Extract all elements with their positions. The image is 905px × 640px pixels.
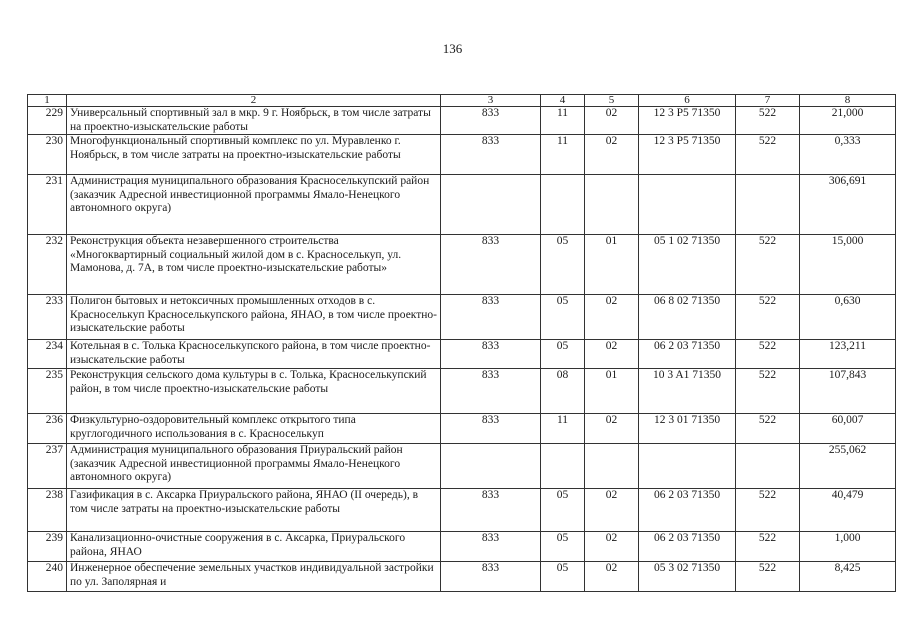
row-code-grbs: 833 xyxy=(441,489,541,532)
table-row xyxy=(28,340,896,369)
row-code-grbs: 833 xyxy=(441,532,541,562)
row-subsection: 01 xyxy=(585,369,639,414)
row-target-article xyxy=(639,175,736,235)
row-expense-type xyxy=(736,444,800,489)
row-number: 239 xyxy=(28,532,67,562)
row-code-grbs xyxy=(441,444,541,489)
row-amount: 0,630 xyxy=(800,295,896,340)
row-subsection: 02 xyxy=(585,340,639,369)
row-target-article: 12 3 01 71350 xyxy=(639,414,736,444)
row-amount: 60,007 xyxy=(800,414,896,444)
column-header: 2 xyxy=(67,95,441,107)
row-expense-type: 522 xyxy=(736,340,800,369)
column-header: 3 xyxy=(441,95,541,107)
table-row xyxy=(28,369,896,414)
table-row xyxy=(28,444,896,489)
row-amount: 21,000 xyxy=(800,107,896,135)
row-name: Администрация муниципального образования Красноселькупский район (заказчик Адресной инвестиционной программы Ямало-Ненецкого автономного округа) xyxy=(67,175,441,235)
row-expense-type: 522 xyxy=(736,489,800,532)
row-amount: 15,000 xyxy=(800,235,896,295)
row-amount: 123,211 xyxy=(800,340,896,369)
row-expense-type: 522 xyxy=(736,135,800,175)
row-name: Универсальный спортивный зал в мкр. 9 г. Ноябрьск, в том числе затраты на проектно-изыскательские работы xyxy=(67,107,441,135)
row-expense-type: 522 xyxy=(736,532,800,562)
row-section: 05 xyxy=(541,295,585,340)
row-number: 240 xyxy=(28,562,67,592)
row-expense-type xyxy=(736,175,800,235)
column-number-header-row xyxy=(28,95,896,107)
row-name: Канализационно-очистные сооружения в с. Аксарка, Приуральского района, ЯНАО xyxy=(67,532,441,562)
row-name: Реконструкция сельского дома культуры в с. Толька, Красноселькупский район, в том числе проектно-изыскательские работы xyxy=(67,369,441,414)
table-row xyxy=(28,489,896,532)
row-subsection: 02 xyxy=(585,414,639,444)
column-header: 5 xyxy=(585,95,639,107)
row-amount: 8,425 xyxy=(800,562,896,592)
row-target-article: 10 3 A1 71350 xyxy=(639,369,736,414)
row-expense-type: 522 xyxy=(736,235,800,295)
row-section xyxy=(541,444,585,489)
row-subsection: 02 xyxy=(585,489,639,532)
row-section: 11 xyxy=(541,135,585,175)
row-section: 08 xyxy=(541,369,585,414)
row-code-grbs: 833 xyxy=(441,295,541,340)
row-target-article: 05 3 02 71350 xyxy=(639,562,736,592)
table-row xyxy=(28,414,896,444)
row-code-grbs: 833 xyxy=(441,107,541,135)
row-section: 05 xyxy=(541,489,585,532)
row-number: 232 xyxy=(28,235,67,295)
row-code-grbs: 833 xyxy=(441,369,541,414)
column-header: 7 xyxy=(736,95,800,107)
table-row xyxy=(28,107,896,135)
row-subsection xyxy=(585,175,639,235)
row-amount: 255,062 xyxy=(800,444,896,489)
row-expense-type: 522 xyxy=(736,414,800,444)
table-body xyxy=(28,95,896,592)
row-subsection: 02 xyxy=(585,135,639,175)
row-number: 236 xyxy=(28,414,67,444)
table-row xyxy=(28,532,896,562)
row-code-grbs: 833 xyxy=(441,562,541,592)
row-amount: 306,691 xyxy=(800,175,896,235)
row-amount: 40,479 xyxy=(800,489,896,532)
page-number: 136 xyxy=(442,41,463,56)
table-row xyxy=(28,295,896,340)
row-target-article: 06 2 03 71350 xyxy=(639,489,736,532)
row-section: 05 xyxy=(541,532,585,562)
row-amount: 1,000 xyxy=(800,532,896,562)
row-target-article: 05 1 02 71350 xyxy=(639,235,736,295)
row-name: Полигон бытовых и нетоксичных промышленных отходов в с. Красноселькуп Красноселькупского района, ЯНАО, в том числе проектно-изыскательские работы xyxy=(67,295,441,340)
row-expense-type: 522 xyxy=(736,369,800,414)
row-section: 05 xyxy=(541,235,585,295)
row-amount: 107,843 xyxy=(800,369,896,414)
row-number: 231 xyxy=(28,175,67,235)
column-header: 8 xyxy=(800,95,896,107)
budget-table xyxy=(27,94,896,592)
row-name: Инженерное обеспечение земельных участков индивидуальной застройки по ул. Заполярная и xyxy=(67,562,441,592)
row-section: 05 xyxy=(541,340,585,369)
row-number: 234 xyxy=(28,340,67,369)
column-header: 1 xyxy=(28,95,67,107)
row-code-grbs: 833 xyxy=(441,340,541,369)
row-subsection: 02 xyxy=(585,562,639,592)
row-subsection xyxy=(585,444,639,489)
row-section: 05 xyxy=(541,562,585,592)
row-section: 11 xyxy=(541,414,585,444)
row-expense-type: 522 xyxy=(736,562,800,592)
row-section xyxy=(541,175,585,235)
row-expense-type: 522 xyxy=(736,107,800,135)
row-name: Реконструкция объекта незавершенного строительства «Многоквартирный социальный жилой дом в с. Красноселькуп, ул. Мамонова, д. 7А, в том числе проектно-изыскательские работы» xyxy=(67,235,441,295)
row-number: 229 xyxy=(28,107,67,135)
row-number: 230 xyxy=(28,135,67,175)
row-name: Котельная в с. Толька Красноселькупского района, в том числе проектно-изыскательские работы xyxy=(67,340,441,369)
row-target-article: 06 8 02 71350 xyxy=(639,295,736,340)
row-name: Физкультурно-оздоровительный комплекс открытого типа круглогодичного использования в с. Красноселькуп xyxy=(67,414,441,444)
row-target-article: 12 3 P5 71350 xyxy=(639,135,736,175)
row-expense-type: 522 xyxy=(736,295,800,340)
row-name: Администрация муниципального образования Приуральский район (заказчик Адресной инвестиционной программы Ямало-Ненецкого автономного округа) xyxy=(67,444,441,489)
row-code-grbs: 833 xyxy=(441,235,541,295)
row-number: 237 xyxy=(28,444,67,489)
row-subsection: 02 xyxy=(585,532,639,562)
table-row xyxy=(28,235,896,295)
row-number: 233 xyxy=(28,295,67,340)
row-subsection: 01 xyxy=(585,235,639,295)
row-subsection: 02 xyxy=(585,295,639,340)
row-target-article: 06 2 03 71350 xyxy=(639,532,736,562)
row-name: Многофункциональный спортивный комплекс по ул. Муравленко г. Ноябрьск, в том числе затраты на проектно-изыскательские работы xyxy=(67,135,441,175)
column-header: 4 xyxy=(541,95,585,107)
row-number: 235 xyxy=(28,369,67,414)
row-code-grbs: 833 xyxy=(441,135,541,175)
row-amount: 0,333 xyxy=(800,135,896,175)
row-target-article: 06 2 03 71350 xyxy=(639,340,736,369)
row-subsection: 02 xyxy=(585,107,639,135)
row-number: 238 xyxy=(28,489,67,532)
column-header: 6 xyxy=(639,95,736,107)
table-row xyxy=(28,135,896,175)
row-target-article: 12 3 P5 71350 xyxy=(639,107,736,135)
table-row xyxy=(28,562,896,592)
row-target-article xyxy=(639,444,736,489)
row-name: Газификация в с. Аксарка Приуральского района, ЯНАО (II очередь), в том числе затраты на проектно-изыскательские работы xyxy=(67,489,441,532)
row-code-grbs xyxy=(441,175,541,235)
row-section: 11 xyxy=(541,107,585,135)
table-row xyxy=(28,175,896,235)
row-code-grbs: 833 xyxy=(441,414,541,444)
